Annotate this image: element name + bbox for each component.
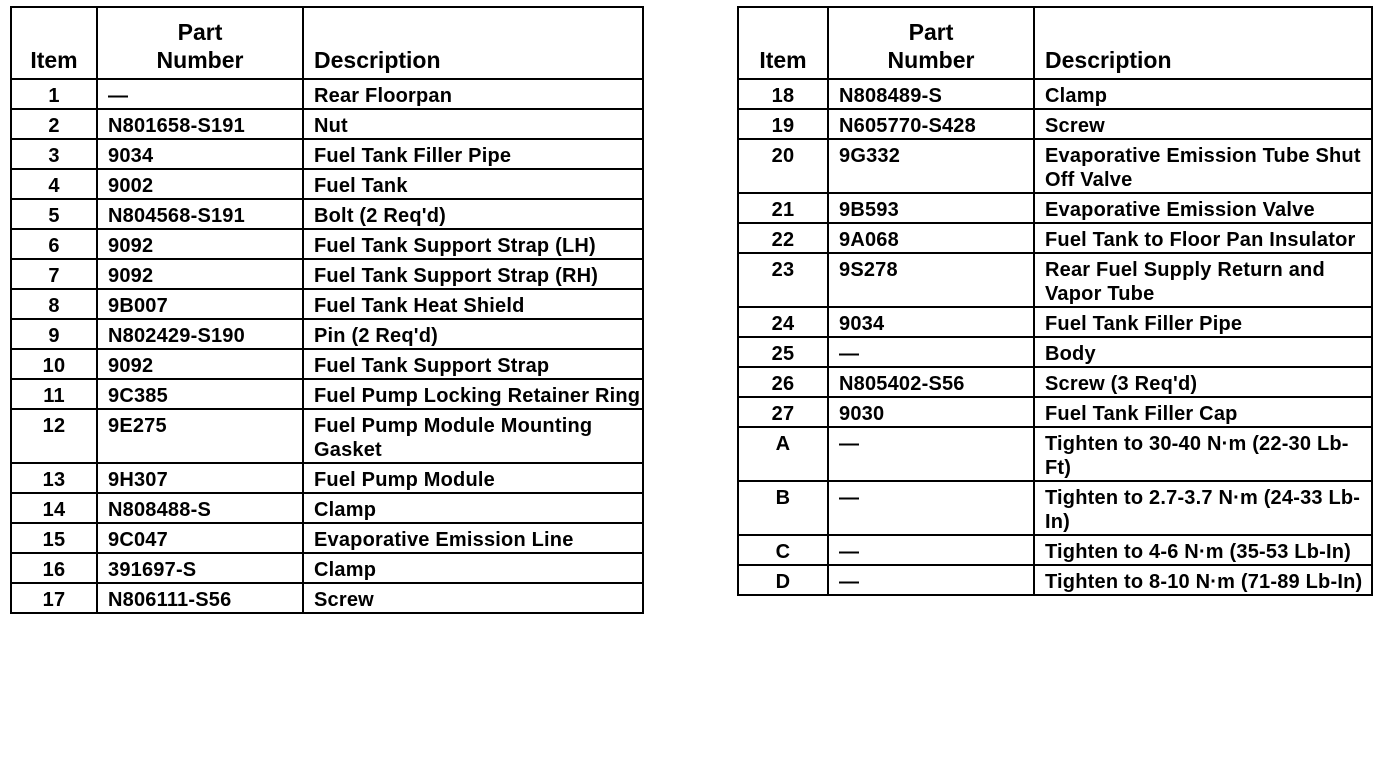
description: Tighten to 30-40 N·m (22-30 Lb-Ft) <box>1034 427 1372 481</box>
description: Fuel Tank to Floor Pan Insulator <box>1034 223 1372 253</box>
table-row <box>11 319 643 349</box>
table-row <box>11 349 643 379</box>
item-number: 18 <box>738 79 828 109</box>
description: Nut <box>303 109 643 139</box>
table-row <box>11 379 643 409</box>
item-number: 7 <box>11 259 97 289</box>
description: Fuel Tank Filler Cap <box>1034 397 1372 427</box>
parts-table-left <box>10 6 644 614</box>
table-row <box>11 289 643 319</box>
table-row <box>738 427 1372 481</box>
description: Fuel Pump Module <box>303 463 643 493</box>
table-row <box>738 307 1372 337</box>
part-number: — <box>828 481 1034 535</box>
item-number: 16 <box>11 553 97 583</box>
table-row <box>11 199 643 229</box>
part-number: 9C047 <box>97 523 303 553</box>
item-number: 14 <box>11 493 97 523</box>
header-part-number: Part Number <box>97 7 303 79</box>
item-number: 27 <box>738 397 828 427</box>
part-number: — <box>828 337 1034 367</box>
table-row <box>738 535 1372 565</box>
part-number: — <box>97 79 303 109</box>
table-row <box>11 409 643 463</box>
header-row <box>11 7 643 79</box>
description: Fuel Pump Locking Retainer Ring <box>303 379 643 409</box>
table-row <box>11 259 643 289</box>
item-number: 13 <box>11 463 97 493</box>
item-number: A <box>738 427 828 481</box>
part-number: — <box>828 427 1034 481</box>
part-number: 9034 <box>828 307 1034 337</box>
part-number: N801658-S191 <box>97 109 303 139</box>
table-row <box>738 193 1372 223</box>
description: Clamp <box>303 493 643 523</box>
item-number: 15 <box>11 523 97 553</box>
item-number: 10 <box>11 349 97 379</box>
header-description: Description <box>303 7 643 79</box>
item-number: 20 <box>738 139 828 193</box>
part-number: 9030 <box>828 397 1034 427</box>
table-row <box>11 493 643 523</box>
item-number: 12 <box>11 409 97 463</box>
table-row <box>11 553 643 583</box>
item-number: C <box>738 535 828 565</box>
description: Screw <box>1034 109 1372 139</box>
table-row <box>11 169 643 199</box>
item-number: 9 <box>11 319 97 349</box>
part-number: N806111-S56 <box>97 583 303 613</box>
table-row <box>738 109 1372 139</box>
description: Evaporative Emission Tube Shut Off Valve <box>1034 139 1372 193</box>
header-description: Description <box>1034 7 1372 79</box>
table-row <box>738 253 1372 307</box>
description: Rear Floorpan <box>303 79 643 109</box>
part-number: N808489-S <box>828 79 1034 109</box>
part-number: 9092 <box>97 229 303 259</box>
description: Tighten to 4-6 N·m (35-53 Lb-In) <box>1034 535 1372 565</box>
header-item: Item <box>11 7 97 79</box>
item-number: 5 <box>11 199 97 229</box>
table-row <box>11 229 643 259</box>
description: Evaporative Emission Valve <box>1034 193 1372 223</box>
description: Fuel Tank Support Strap <box>303 349 643 379</box>
description: Clamp <box>1034 79 1372 109</box>
description: Clamp <box>303 553 643 583</box>
item-number: D <box>738 565 828 595</box>
item-number: 2 <box>11 109 97 139</box>
item-number: 11 <box>11 379 97 409</box>
part-number: — <box>828 565 1034 595</box>
part-number: 9A068 <box>828 223 1034 253</box>
part-number: 9H307 <box>97 463 303 493</box>
item-number: 25 <box>738 337 828 367</box>
description: Fuel Tank Filler Pipe <box>1034 307 1372 337</box>
item-number: 23 <box>738 253 828 307</box>
table-row <box>11 523 643 553</box>
description: Screw (3 Req'd) <box>1034 367 1372 397</box>
description: Body <box>1034 337 1372 367</box>
description: Fuel Tank Support Strap (LH) <box>303 229 643 259</box>
description: Screw <box>303 583 643 613</box>
item-number: 24 <box>738 307 828 337</box>
item-number: 26 <box>738 367 828 397</box>
part-number: N808488-S <box>97 493 303 523</box>
description: Fuel Tank Support Strap (RH) <box>303 259 643 289</box>
table-row <box>738 481 1372 535</box>
part-number: N605770-S428 <box>828 109 1034 139</box>
parts-table-right <box>737 6 1373 596</box>
description: Fuel Tank Heat Shield <box>303 289 643 319</box>
item-number: 21 <box>738 193 828 223</box>
description: Pin (2 Req'd) <box>303 319 643 349</box>
table-row <box>738 223 1372 253</box>
item-number: 19 <box>738 109 828 139</box>
description: Rear Fuel Supply Return and Vapor Tube <box>1034 253 1372 307</box>
item-number: 17 <box>11 583 97 613</box>
table-row <box>738 139 1372 193</box>
item-number: 6 <box>11 229 97 259</box>
part-number: 9002 <box>97 169 303 199</box>
description: Fuel Tank <box>303 169 643 199</box>
part-number: 9092 <box>97 349 303 379</box>
part-number: N805402-S56 <box>828 367 1034 397</box>
description: Fuel Tank Filler Pipe <box>303 139 643 169</box>
header-row <box>738 7 1372 79</box>
part-number: 9034 <box>97 139 303 169</box>
item-number: 1 <box>11 79 97 109</box>
part-number: 9S278 <box>828 253 1034 307</box>
part-number: 9G332 <box>828 139 1034 193</box>
table-row <box>738 79 1372 109</box>
description: Tighten to 2.7-3.7 N·m (24-33 Lb-In) <box>1034 481 1372 535</box>
description: Bolt (2 Req'd) <box>303 199 643 229</box>
part-number: 9E275 <box>97 409 303 463</box>
table-row <box>11 79 643 109</box>
table-row <box>11 583 643 613</box>
table-row <box>11 109 643 139</box>
table-row <box>11 139 643 169</box>
part-number: N804568-S191 <box>97 199 303 229</box>
description: Fuel Pump Module Mounting Gasket <box>303 409 643 463</box>
part-number: 9092 <box>97 259 303 289</box>
item-number: 22 <box>738 223 828 253</box>
part-number: 9B593 <box>828 193 1034 223</box>
part-number: N802429-S190 <box>97 319 303 349</box>
table-row <box>738 337 1372 367</box>
part-number: — <box>828 535 1034 565</box>
header-part-number: Part Number <box>828 7 1034 79</box>
description: Evaporative Emission Line <box>303 523 643 553</box>
header-item: Item <box>738 7 828 79</box>
table-row <box>11 463 643 493</box>
item-number: B <box>738 481 828 535</box>
table-row <box>738 397 1372 427</box>
table-row <box>738 367 1372 397</box>
item-number: 3 <box>11 139 97 169</box>
part-number: 9B007 <box>97 289 303 319</box>
part-number: 391697-S <box>97 553 303 583</box>
item-number: 4 <box>11 169 97 199</box>
item-number: 8 <box>11 289 97 319</box>
table-row <box>738 565 1372 595</box>
description: Tighten to 8-10 N·m (71-89 Lb-In) <box>1034 565 1372 595</box>
part-number: 9C385 <box>97 379 303 409</box>
